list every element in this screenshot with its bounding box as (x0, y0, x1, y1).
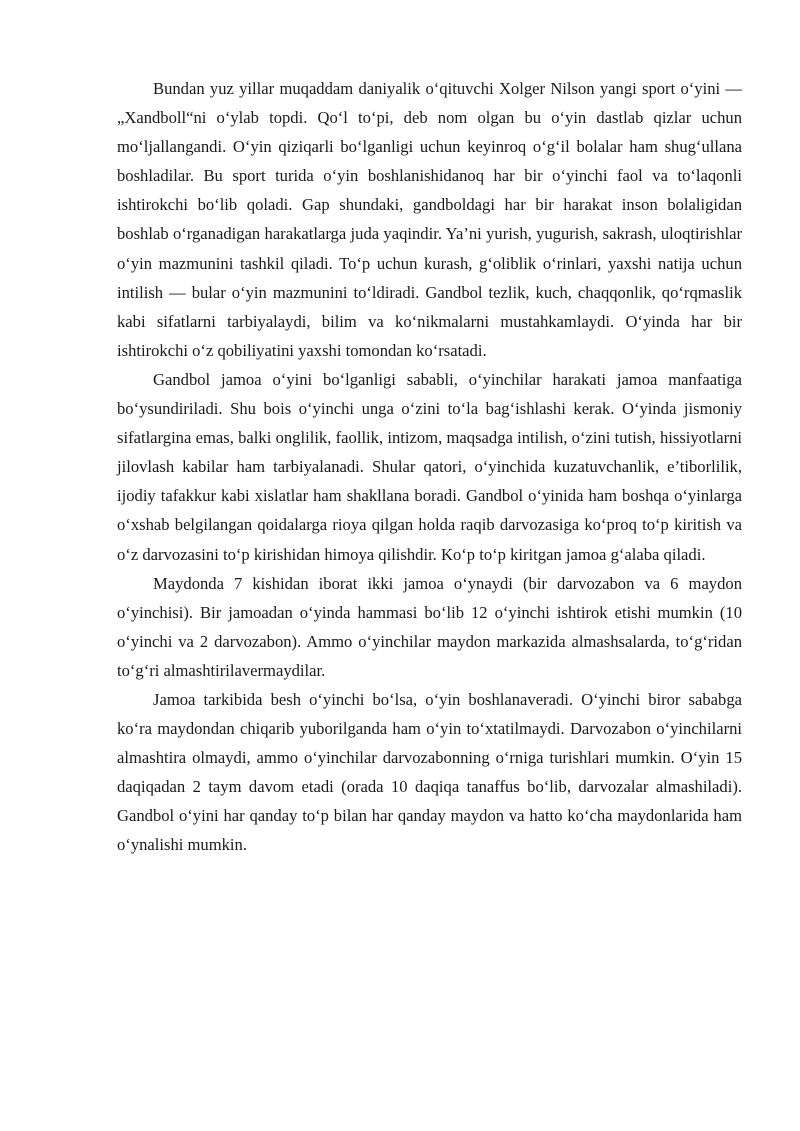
paragraph-1: Bundan yuz yillar muqaddam daniyalik o‘qituvchi Xolger Nilson yangi sport o‘yini — „Xandboll“ni o‘ylab topdi. Qo‘l to‘pi, deb nom olgan bu o‘yin dastlab qizlar uchun mo‘ljallangandi. O‘yin qiziqarli bo‘lganligi uchun keyinroq o‘g‘il bolalar ham shug‘ullana boshladilar. Bu sport turida o‘yin boshlanishidanoq har bir o‘yinchi faol va to‘laqonli ishtirokchi bo‘lib qoladi. Gap shundaki, gandboldagi har bir harakat inson bolaligidan boshlab o‘rganadigan harakatlarga juda yaqindir. Ya’ni yurish, yugurish, sakrash, uloqtirishlar o‘yin mazmunini tashkil qiladi. To‘p uchun kurash, g‘oliblik o‘rinlari, yaxshi natija uchun intilish — bular o‘yin mazmunini to‘ldiradi. Gandbol tezlik, kuch, chaqqonlik, qo‘rqmaslik kabi sifatlarni tarbiyalaydi, bilim va ko‘nikmalarni mustahkamlaydi. O‘yinda har bir ishtirokchi o‘z qobiliyatini yaxshi tomondan ko‘rsatadi. (117, 79, 742, 360)
paragraph-3: Maydonda 7 kishidan iborat ikki jamoa o‘ynaydi (bir darvozabon va 6 maydon o‘yinchisi). Bir jamoadan o‘yinda hammasi bo‘lib 12 o‘yinchi ishtirok etishi mumkin (10 o‘yinchi va 2 darvozabon). Ammo o‘yinchilar maydon markazida almashsalarda, to‘g‘ridan to‘g‘ri almashtirilavermaydilar. (117, 573, 742, 680)
paragraph-4: Jamoa tarkibida besh o‘yinchi bo‘lsa, o‘yin boshlanaveradi. O‘yinchi biror sababga ko‘ra maydondan chiqarib yuborilganda ham o‘yin to‘xtatilmaydi. Darvozabon o‘yinchilarni almashtira olmaydi, ammo o‘yinchilar darvozabonning o‘rniga turishlari mumkin. O‘yin 15 daqiqadan 2 taym davom etadi (orada 10 daqiqa tanaffus bo‘lib, darvozalar almashiladi). Gandbol o‘yini har qanday to‘p bilan har qanday maydon va hatto ko‘cha maydonlarida ham o‘ynalishi mumkin. (117, 689, 742, 855)
document-page (117, 74, 742, 860)
paragraph-2: Gandbol jamoa o‘yini bo‘lganligi sababli, o‘yinchilar harakati jamoa manfaatiga bo‘ysundiriladi. Shu bois o‘yinchi unga o‘zini to‘la bag‘ishlashi kerak. O‘yinda jismoniy sifatlargina emas, balki onglilik, faollik, intizom, maqsadga intilish, o‘zini tutish, hissiyotlarni jilovlash kabilar ham tarbiyalanadi. Shular qatori, o‘yinchida kuzatuvchanlik, e’tiborlilik, ijodiy tafakkur kabi xislatlar ham shakllana boradi. Gandbol o‘yinida ham boshqa o‘yinlarga o‘xshab belgilangan qoidalarga rioya qilgan holda raqib darvozasiga ko‘proq to‘p kiritish va o‘z darvozasini to‘p kirishidan himoya qilishdir. Ko‘p to‘p kiritgan jamoa g‘alaba qiladi. (117, 369, 742, 564)
